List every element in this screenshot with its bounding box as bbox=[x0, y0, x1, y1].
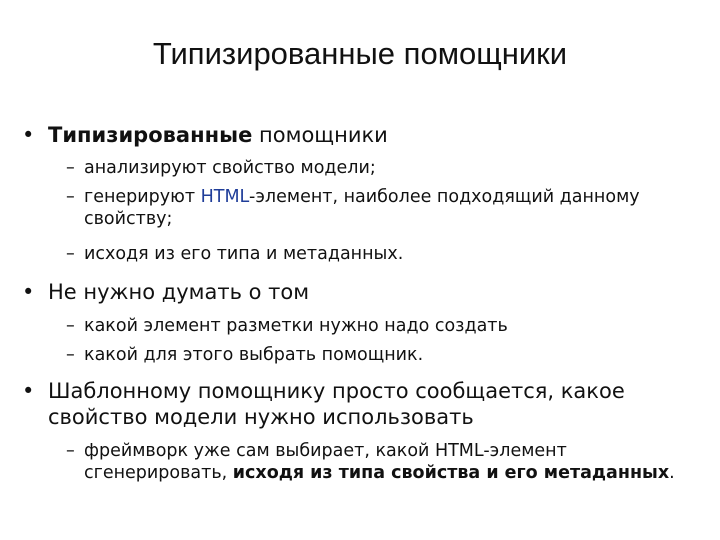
sub-item: – генерируют HTML-элемент, наиболее подходящий данному свойству; bbox=[66, 187, 640, 229]
slide-title: Типизированные помощники bbox=[152, 36, 568, 71]
sub-item: – анализируют свойство модели; bbox=[66, 158, 376, 178]
dash: – bbox=[66, 316, 75, 336]
bullet-text: помощники bbox=[252, 123, 388, 147]
html-highlight: HTML bbox=[200, 187, 249, 207]
sub-item: – фреймворк уже сам выбирает, какой HTML-элемент сгенерировать, исходя из типа свойства и его метаданных. bbox=[66, 441, 675, 483]
sub-item: – какой для этого выбрать помощник. bbox=[66, 345, 424, 365]
dash: – bbox=[66, 158, 75, 178]
bold-phrase: исходя из типа свойства и его метаданных bbox=[232, 463, 670, 483]
dash: – bbox=[66, 244, 75, 264]
bullet-typed-helpers bbox=[22, 122, 714, 148]
bullet-bold-text: Типизированные bbox=[48, 123, 253, 147]
sub-item: – исходя из его типа и метаданных. bbox=[66, 244, 404, 264]
dash: – bbox=[66, 187, 75, 207]
bullet-dot: • bbox=[22, 379, 35, 403]
dash: – bbox=[66, 441, 75, 461]
bullet-no-need-to-think: • Не нужно думать о том bbox=[22, 280, 310, 304]
dash: – bbox=[66, 345, 75, 365]
sub-item: – какой элемент разметки нужно надо создать bbox=[66, 316, 508, 336]
bullet-dot: • bbox=[22, 123, 35, 147]
bullet-dot: • bbox=[22, 280, 35, 304]
bullet-template-helper: • Шаблонному помощнику просто сообщается, какое свойство модели нужно использовать bbox=[22, 379, 625, 429]
